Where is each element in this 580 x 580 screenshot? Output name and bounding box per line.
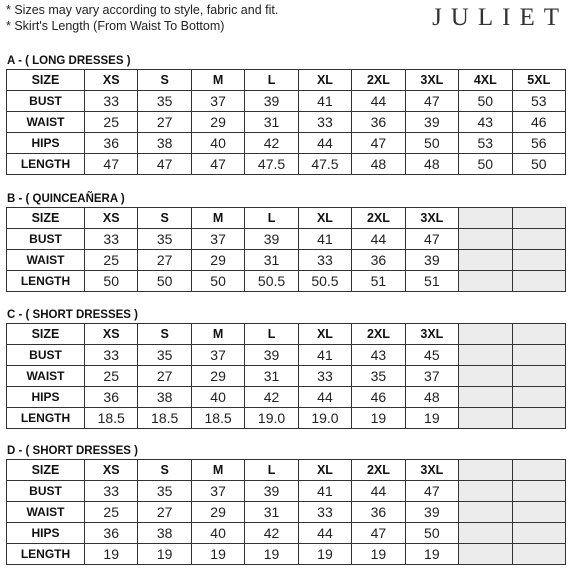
value-cell: 25 [85,250,138,271]
value-cell: 47 [405,91,458,112]
value-cell: 47 [405,481,458,502]
value-cell: 29 [191,366,244,387]
empty-cell [512,250,566,271]
value-cell: 47 [352,133,405,154]
empty-cell [459,345,512,366]
empty-cell [512,502,566,523]
header-cell: M [191,324,244,345]
value-cell: 48 [405,387,458,408]
value-cell: 35 [138,481,191,502]
value-cell: 35 [138,91,191,112]
header-cell: XL [298,460,351,481]
header-cell: XS [85,460,138,481]
value-cell: 27 [138,502,191,523]
empty-cell [512,229,566,250]
header-cell: 4XL [459,70,512,91]
value-cell: 46 [512,112,566,133]
header-cell: L [245,208,298,229]
empty-cell [512,460,566,481]
row-label: BUST [7,229,85,250]
row-label: BUST [7,345,85,366]
value-cell: 39 [245,91,298,112]
empty-cell [512,387,566,408]
value-cell: 36 [352,250,405,271]
header-cell: 3XL [405,70,458,91]
value-cell: 44 [352,481,405,502]
row-label: BUST [7,481,85,502]
header-cell: 3XL [405,208,458,229]
value-cell: 37 [405,366,458,387]
value-cell: 33 [85,481,138,502]
header-cell: S [138,460,191,481]
row-label: WAIST [7,112,85,133]
empty-cell [512,366,566,387]
value-cell: 50 [459,91,512,112]
table-row [7,345,566,366]
header-row [7,460,566,481]
value-cell: 41 [298,345,351,366]
value-cell: 39 [405,112,458,133]
section-d-short-dresses [6,444,566,565]
value-cell: 51 [405,271,458,292]
value-cell: 19 [352,544,405,565]
empty-cell [512,408,566,429]
section-title: B - ( QUINCEAÑERA ) [7,193,125,205]
value-cell: 48 [352,154,405,175]
empty-cell [459,523,512,544]
row-label: WAIST [7,366,85,387]
table-row [7,133,566,154]
header-cell: XL [298,208,351,229]
value-cell: 38 [138,133,191,154]
value-cell: 27 [138,366,191,387]
value-cell: 29 [191,112,244,133]
empty-cell [512,208,566,229]
value-cell: 47 [138,154,191,175]
header-cell: 2XL [352,324,405,345]
value-cell: 27 [138,250,191,271]
header-cell: 5XL [512,70,566,91]
empty-cell [512,271,566,292]
value-cell: 35 [352,366,405,387]
value-cell: 50 [405,523,458,544]
value-cell: 19 [405,544,458,565]
value-cell: 45 [405,345,458,366]
empty-cell [459,229,512,250]
value-cell: 35 [138,345,191,366]
header-row [7,324,566,345]
value-cell: 39 [245,481,298,502]
header-cell: M [191,208,244,229]
value-cell: 33 [298,250,351,271]
size-table [6,459,566,565]
empty-cell [459,460,512,481]
header-cell: 2XL [352,208,405,229]
row-label: LENGTH [7,408,85,429]
empty-cell [459,271,512,292]
value-cell: 41 [298,481,351,502]
value-cell: 48 [405,154,458,175]
value-cell: 44 [352,91,405,112]
header-cell: XL [298,324,351,345]
table-row [7,481,566,502]
value-cell: 31 [245,502,298,523]
value-cell: 39 [405,502,458,523]
section-b-quinceanera [6,192,566,292]
value-cell: 47 [405,229,458,250]
header-cell: XS [85,70,138,91]
value-cell: 50 [459,154,512,175]
value-cell: 50 [85,271,138,292]
section-title: D - ( SHORT DRESSES ) [7,445,138,457]
value-cell: 29 [191,250,244,271]
empty-cell [459,481,512,502]
value-cell: 18.5 [138,408,191,429]
header-cell: S [138,208,191,229]
value-cell: 46 [352,387,405,408]
row-label: HIPS [7,523,85,544]
value-cell: 44 [298,523,351,544]
value-cell: 53 [512,91,566,112]
value-cell: 37 [191,91,244,112]
value-cell: 37 [191,481,244,502]
value-cell: 25 [85,112,138,133]
value-cell: 33 [298,502,351,523]
value-cell: 47 [352,523,405,544]
header-cell: XL [298,70,351,91]
value-cell: 33 [85,345,138,366]
empty-cell [459,250,512,271]
empty-cell [512,544,566,565]
value-cell: 25 [85,502,138,523]
header-cell: S [138,70,191,91]
table-row [7,250,566,271]
row-label: HIPS [7,133,85,154]
value-cell: 18.5 [85,408,138,429]
note-fit: * Sizes may vary according to style, fabric and fit. [6,3,279,17]
value-cell: 47 [85,154,138,175]
value-cell: 19 [85,544,138,565]
value-cell: 50 [512,154,566,175]
value-cell: 43 [459,112,512,133]
header-cell: 3XL [405,460,458,481]
value-cell: 19.0 [298,408,351,429]
value-cell: 43 [352,345,405,366]
value-cell: 19.0 [245,408,298,429]
header-cell: 2XL [352,70,405,91]
value-cell: 40 [191,133,244,154]
size-table [6,207,566,292]
table-row [7,91,566,112]
section-a-long-dresses [6,54,566,175]
header-cell: SIZE [7,208,85,229]
value-cell: 47 [191,154,244,175]
row-label: LENGTH [7,271,85,292]
row-label: LENGTH [7,544,85,565]
value-cell: 19 [191,544,244,565]
value-cell: 37 [191,345,244,366]
value-cell: 50.5 [245,271,298,292]
value-cell: 35 [138,229,191,250]
value-cell: 36 [352,112,405,133]
value-cell: 47.5 [298,154,351,175]
value-cell: 44 [352,229,405,250]
header-cell: XS [85,208,138,229]
section-c-short-dresses [6,308,566,429]
row-label: WAIST [7,502,85,523]
size-table [6,323,566,429]
header-cell: S [138,324,191,345]
header-cell: M [191,460,244,481]
row-label: HIPS [7,387,85,408]
value-cell: 19 [245,544,298,565]
value-cell: 42 [245,387,298,408]
value-cell: 44 [298,133,351,154]
value-cell: 36 [85,387,138,408]
value-cell: 40 [191,523,244,544]
header-cell: 2XL [352,460,405,481]
empty-cell [459,208,512,229]
header-cell: 3XL [405,324,458,345]
value-cell: 44 [298,387,351,408]
value-cell: 39 [245,345,298,366]
value-cell: 31 [245,112,298,133]
table-row [7,112,566,133]
value-cell: 33 [298,112,351,133]
empty-cell [459,324,512,345]
value-cell: 42 [245,133,298,154]
value-cell: 37 [191,229,244,250]
value-cell: 33 [85,229,138,250]
header-row [7,70,566,91]
value-cell: 19 [138,544,191,565]
value-cell: 33 [298,366,351,387]
header-cell: SIZE [7,460,85,481]
value-cell: 40 [191,387,244,408]
value-cell: 31 [245,250,298,271]
section-title: A - ( LONG DRESSES ) [7,55,131,67]
header-cell: SIZE [7,324,85,345]
empty-cell [459,544,512,565]
table-row [7,544,566,565]
empty-cell [459,387,512,408]
value-cell: 56 [512,133,566,154]
table-row [7,523,566,544]
value-cell: 38 [138,523,191,544]
header-cell: XS [85,324,138,345]
note-skirt-length: * Skirt's Length (From Waist To Bottom) [6,19,225,33]
value-cell: 19 [298,544,351,565]
empty-cell [459,502,512,523]
value-cell: 19 [405,408,458,429]
value-cell: 36 [85,523,138,544]
empty-cell [512,345,566,366]
header-row [7,208,566,229]
header-cell: M [191,70,244,91]
value-cell: 42 [245,523,298,544]
empty-cell [512,523,566,544]
row-label: BUST [7,91,85,112]
table-row [7,229,566,250]
section-title: C - ( SHORT DRESSES ) [7,309,138,321]
header-cell: L [245,460,298,481]
value-cell: 39 [245,229,298,250]
value-cell: 41 [298,91,351,112]
value-cell: 53 [459,133,512,154]
value-cell: 36 [85,133,138,154]
header-cell: L [245,324,298,345]
value-cell: 51 [352,271,405,292]
value-cell: 41 [298,229,351,250]
empty-cell [512,324,566,345]
table-row [7,408,566,429]
value-cell: 33 [85,91,138,112]
value-cell: 50 [138,271,191,292]
empty-cell [459,408,512,429]
size-notes [6,2,278,34]
value-cell: 39 [405,250,458,271]
table-row [7,387,566,408]
value-cell: 50 [191,271,244,292]
value-cell: 31 [245,366,298,387]
value-cell: 27 [138,112,191,133]
table-row [7,154,566,175]
value-cell: 36 [352,502,405,523]
empty-cell [512,481,566,502]
value-cell: 25 [85,366,138,387]
value-cell: 18.5 [191,408,244,429]
table-row [7,366,566,387]
value-cell: 50 [405,133,458,154]
header-cell: SIZE [7,70,85,91]
row-label: LENGTH [7,154,85,175]
value-cell: 19 [352,408,405,429]
row-label: WAIST [7,250,85,271]
brand-logo: JULIET [432,4,568,31]
table-row [7,502,566,523]
table-row [7,271,566,292]
value-cell: 50.5 [298,271,351,292]
value-cell: 47.5 [245,154,298,175]
header-cell: L [245,70,298,91]
size-table [6,69,566,175]
empty-cell [459,366,512,387]
value-cell: 29 [191,502,244,523]
value-cell: 38 [138,387,191,408]
